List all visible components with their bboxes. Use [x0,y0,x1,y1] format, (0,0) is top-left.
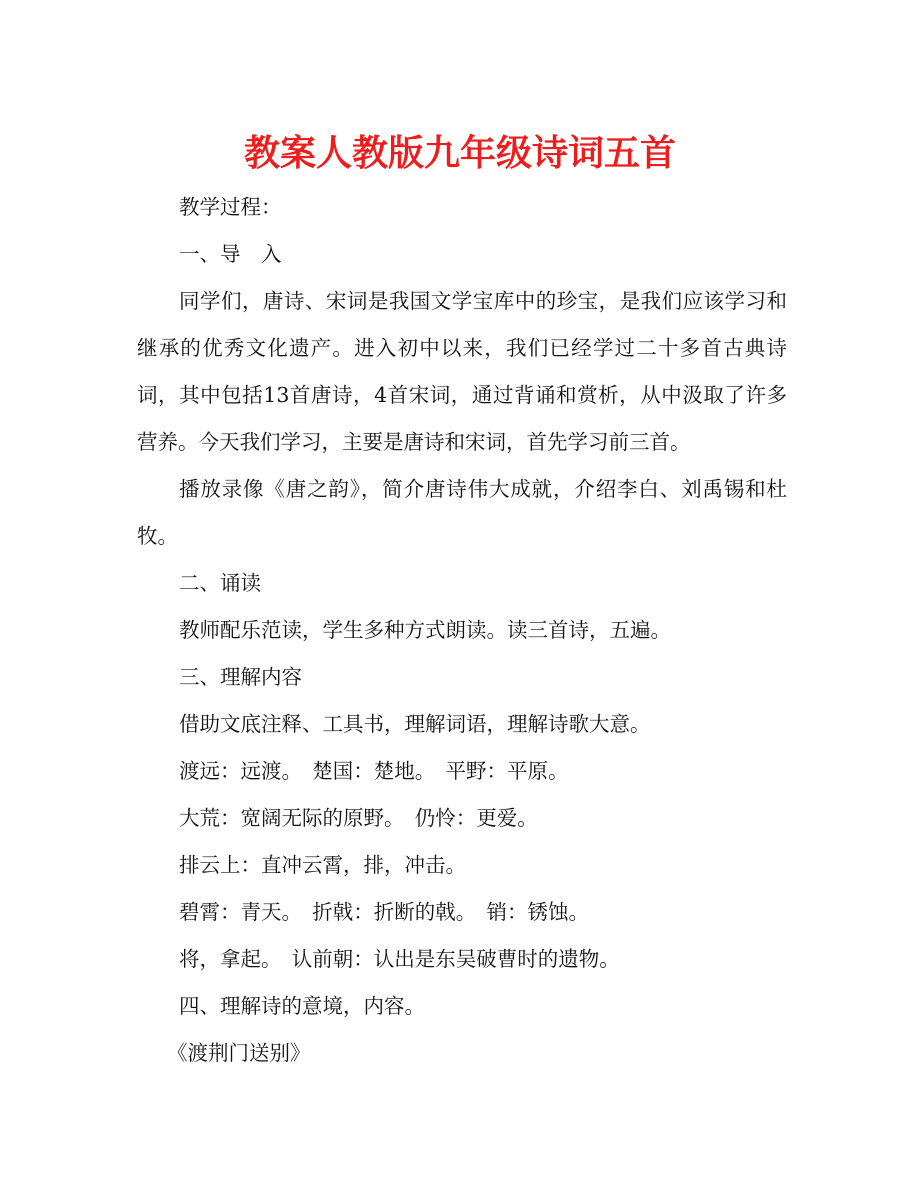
glossary-line: 将，拿起。 认前朝：认出是东吴破曹时的遗物。 [179,947,620,971]
section-heading-imagery: 四、理解诗的意境，内容。 [179,994,425,1018]
section-label-teaching-process: 教学过程： [179,195,282,219]
body-paragraph: 借助文底注释、工具书，理解词语，理解诗歌大意。 [179,712,651,736]
section-heading-recitation: 二、诵读 [179,571,261,595]
glossary-line: 排云上：直冲云霄，排，冲击。 [179,853,466,877]
document-body [137,184,787,1077]
glossary-line: 碧霄：青天。 折戟：折断的戟。 销：锈蚀。 [179,900,589,924]
section-heading-introduction: 一、导 入 [179,242,282,266]
body-paragraph: 教师配乐范读，学生多种方式朗读。读三首诗，五遍。 [179,618,671,642]
glossary-line: 渡远：远渡。 楚国：楚地。 平野：平原。 [179,759,569,783]
poem-title: 《渡荆门送别》 [167,1041,311,1065]
section-heading-understanding: 三、理解内容 [179,665,302,689]
glossary-line: 大荒：宽阔无际的原野。 仍怜：更爱。 [179,806,538,830]
body-paragraph: 播放录像《唐之韵》，简介唐诗伟大成就，介绍李白、刘禹锡和杜牧。 [137,477,787,548]
document-title: 教案人教版九年级诗词五首 [243,133,676,174]
body-paragraph: 同学们，唐诗、宋词是我国文学宝库中的珍宝，是我们应该学习和继承的优秀文化遗产。进入初中以来，我们已经学过二十多首古典诗词，其中包括13首唐诗，4首宋词，通过背诵和赏析，从中汲取了许多营养。今天我们学习，主要是唐诗和宋词，首先学习前三首。 [137,289,787,454]
